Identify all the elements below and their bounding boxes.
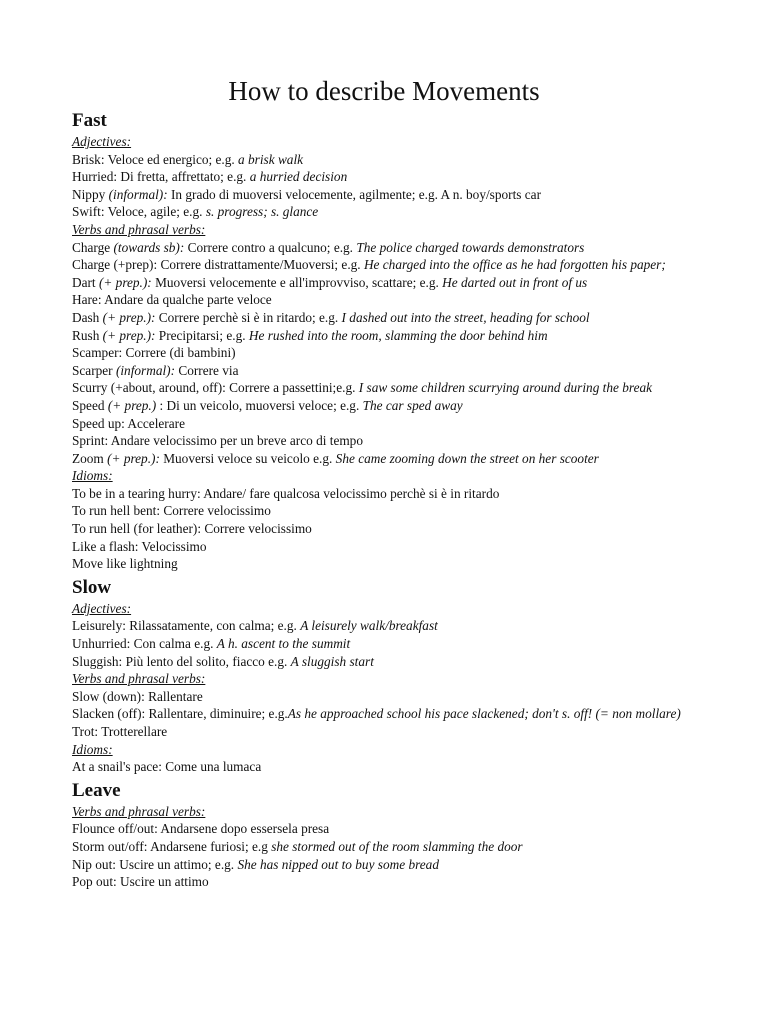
- entry-line: [72, 758, 712, 776]
- entry-line: [72, 873, 712, 891]
- entry-example: As he approached school his pace slackened; don't s. off! (= non mollare): [287, 706, 681, 722]
- section-leave: [72, 779, 712, 891]
- entry-line: [72, 538, 712, 556]
- entry-example: The car sped away: [362, 397, 463, 413]
- entry-text: Slow (down): Rallentare: [72, 688, 203, 704]
- entry-line: [72, 362, 712, 380]
- entry-text: Dart: [72, 274, 99, 290]
- entry-example: He rushed into the room, slamming the door behind him: [248, 327, 548, 343]
- entry-line: [72, 820, 712, 838]
- entry-text: Nip out: Uscire un attimo; e.g.: [72, 856, 238, 872]
- entry-example: (+ prep.):: [102, 327, 156, 343]
- entry-text: Hare: Andare da qualche parte veloce: [72, 292, 272, 308]
- entry-line: [72, 309, 712, 327]
- entry-text: Pop out: Uscire un attimo: [72, 874, 209, 890]
- entry-text: Storm out/off: Andarsene furiosi; e.g: [72, 838, 272, 854]
- entry-text: Trot: Trotterellare: [72, 724, 168, 739]
- entry-text: Brisk: Veloce ed energico; e.g.: [72, 151, 239, 167]
- entry-text: In grado di muoversi velocemente, agilmente; e.g. A n. boy/sports car: [167, 186, 541, 202]
- entry-line: [72, 502, 712, 520]
- entry-line: [72, 723, 712, 741]
- entry-text: Speed up: Accelerare: [72, 415, 185, 431]
- entry-line: [72, 653, 712, 671]
- entry-text: : Di un veicolo, muoversi veloce; e.g.: [156, 397, 363, 413]
- subsection-label: Idioms:: [72, 741, 113, 757]
- entry-text: Swift: Veloce, agile; e.g.: [72, 204, 206, 220]
- entry-text: At a snail's pace: Come una lumaca: [72, 759, 262, 775]
- entry-text: Correre perchè si è in ritardo; e.g.: [155, 309, 342, 325]
- subsection-label: Adjectives:: [72, 134, 132, 149]
- entry-line: [72, 432, 712, 450]
- entry-example: She has nipped out to buy some bread: [237, 856, 439, 872]
- subsection-label: Verbs and phrasal verbs:: [72, 221, 206, 237]
- entry-example: I saw some children scurrying around during the break: [358, 380, 653, 396]
- entry-text: Scurry (+about, around, off): Correre a passettini;e.g.: [72, 380, 359, 396]
- entry-line: [72, 838, 712, 856]
- entry-example: (+ prep.):: [98, 274, 152, 290]
- section-slow: [72, 576, 712, 776]
- entry-example: (+ prep.): [107, 397, 157, 413]
- entry-example: (informal):: [115, 362, 176, 378]
- entry-text: Charge: [72, 239, 114, 255]
- entry-line: [72, 186, 712, 204]
- section-heading: Fast: [72, 110, 107, 131]
- entry-example: The police charged towards demonstrators: [356, 239, 585, 255]
- subsection-label: Verbs and phrasal verbs:: [72, 803, 206, 819]
- entry-text: Zoom: [72, 450, 108, 466]
- entry-text: Like a flash: Velocissimo: [72, 538, 207, 554]
- entry-line: [72, 415, 712, 433]
- entry-line: [72, 617, 712, 635]
- entry-line: [72, 327, 712, 345]
- entry-text: Flounce off/out: Andarsene dopo essersela presa: [72, 821, 330, 837]
- entry-example: He darted out in front of us: [442, 274, 588, 290]
- entry-line: [72, 450, 712, 468]
- entry-text: Speed: [72, 397, 108, 413]
- entry-example: she stormed out of the room slamming the door: [271, 838, 523, 854]
- entry-line: [72, 555, 712, 573]
- entry-line: [72, 239, 712, 257]
- section-fast: [72, 109, 712, 573]
- entry-text: Sluggish: Più lento del solito, fiacco e.g.: [72, 653, 291, 669]
- entry-text: Move like lightning: [72, 556, 178, 572]
- entry-example: A sluggish start: [290, 653, 374, 669]
- entry-example: I dashed out into the street, heading for school: [341, 309, 590, 325]
- entry-line: [72, 397, 712, 415]
- entry-line: [72, 256, 712, 274]
- entry-text: Rush: [72, 327, 103, 343]
- entry-example: A leisurely walk/breakfast: [300, 618, 438, 634]
- entry-line: [72, 274, 712, 292]
- entry-text: Charge (+prep): Correre distrattamente/Muoversi; e.g.: [72, 257, 364, 273]
- entry-line: [72, 485, 712, 503]
- entry-line: [72, 344, 712, 362]
- entry-example: a brisk walk: [238, 151, 304, 167]
- entry-line: [72, 151, 712, 169]
- entry-text: To run hell (for leather): Correre velocissimo: [72, 521, 312, 537]
- entry-text: Sprint: Andare velocissimo per un breve arco di tempo: [72, 433, 363, 449]
- section-heading: Slow: [72, 576, 112, 598]
- entry-text: Precipitarsi; e.g.: [155, 327, 249, 343]
- entry-line: [72, 520, 712, 538]
- entry-text: Nippy: [72, 186, 109, 202]
- entry-example: She came zooming down the street on her scooter: [335, 450, 599, 466]
- entry-text: Leisurely: Rilassatamente, con calma; e.g.: [72, 618, 301, 634]
- entry-text: To run hell bent: Correre velocissimo: [72, 503, 271, 519]
- entry-text: Correre via: [175, 362, 239, 378]
- entry-text: Muoversi veloce su veicolo e.g.: [159, 450, 336, 466]
- document-body: [72, 106, 712, 891]
- entry-line: [72, 635, 712, 653]
- entry-example: (+ prep.):: [102, 309, 156, 325]
- entry-line: [72, 379, 712, 397]
- entry-example: (informal):: [108, 186, 168, 202]
- entry-text: Muoversi velocemente e all'improvviso, scattare; e.g.: [151, 274, 443, 290]
- entry-example: He charged into the office as he had forgotten his paper;: [363, 257, 666, 273]
- page-title: How to describe Movements: [228, 76, 540, 106]
- entry-text: Scarper: [72, 362, 116, 378]
- entry-line: [72, 168, 712, 186]
- entry-line: [72, 203, 712, 221]
- entry-line: [72, 856, 712, 874]
- entry-example: a hurried decision: [249, 169, 348, 185]
- entry-line: [72, 291, 712, 309]
- entry-text: Slacken (off): Rallentare, diminuire; e.g.: [72, 706, 288, 722]
- entry-text: Hurried: Di fretta, affrettato; e.g.: [72, 169, 250, 185]
- subsection-label: Adjectives:: [72, 600, 132, 616]
- entry-example: (+ prep.):: [107, 450, 160, 466]
- entry-text: Scamper: Correre (di bambini): [72, 345, 236, 361]
- entry-example: s. progress; s. glance: [205, 204, 319, 220]
- subsection-label: Idioms:: [72, 468, 113, 484]
- entry-example: A h. ascent to the summit: [216, 636, 351, 652]
- section-heading: Leave: [72, 779, 121, 801]
- entry-example: (towards sb):: [113, 239, 185, 255]
- entry-text: To be in a tearing hurry: Andare/ fare qualcosa velocissimo perchè si è in ritardo: [72, 485, 500, 501]
- entry-text: Unhurried: Con calma e.g.: [72, 636, 217, 652]
- entry-text: Dash: [72, 309, 103, 325]
- subsection-label: Verbs and phrasal verbs:: [72, 671, 206, 687]
- entry-text: Correre contro a qualcuno; e.g.: [184, 239, 357, 255]
- entry-line: [72, 688, 712, 706]
- entry-line: [72, 705, 712, 723]
